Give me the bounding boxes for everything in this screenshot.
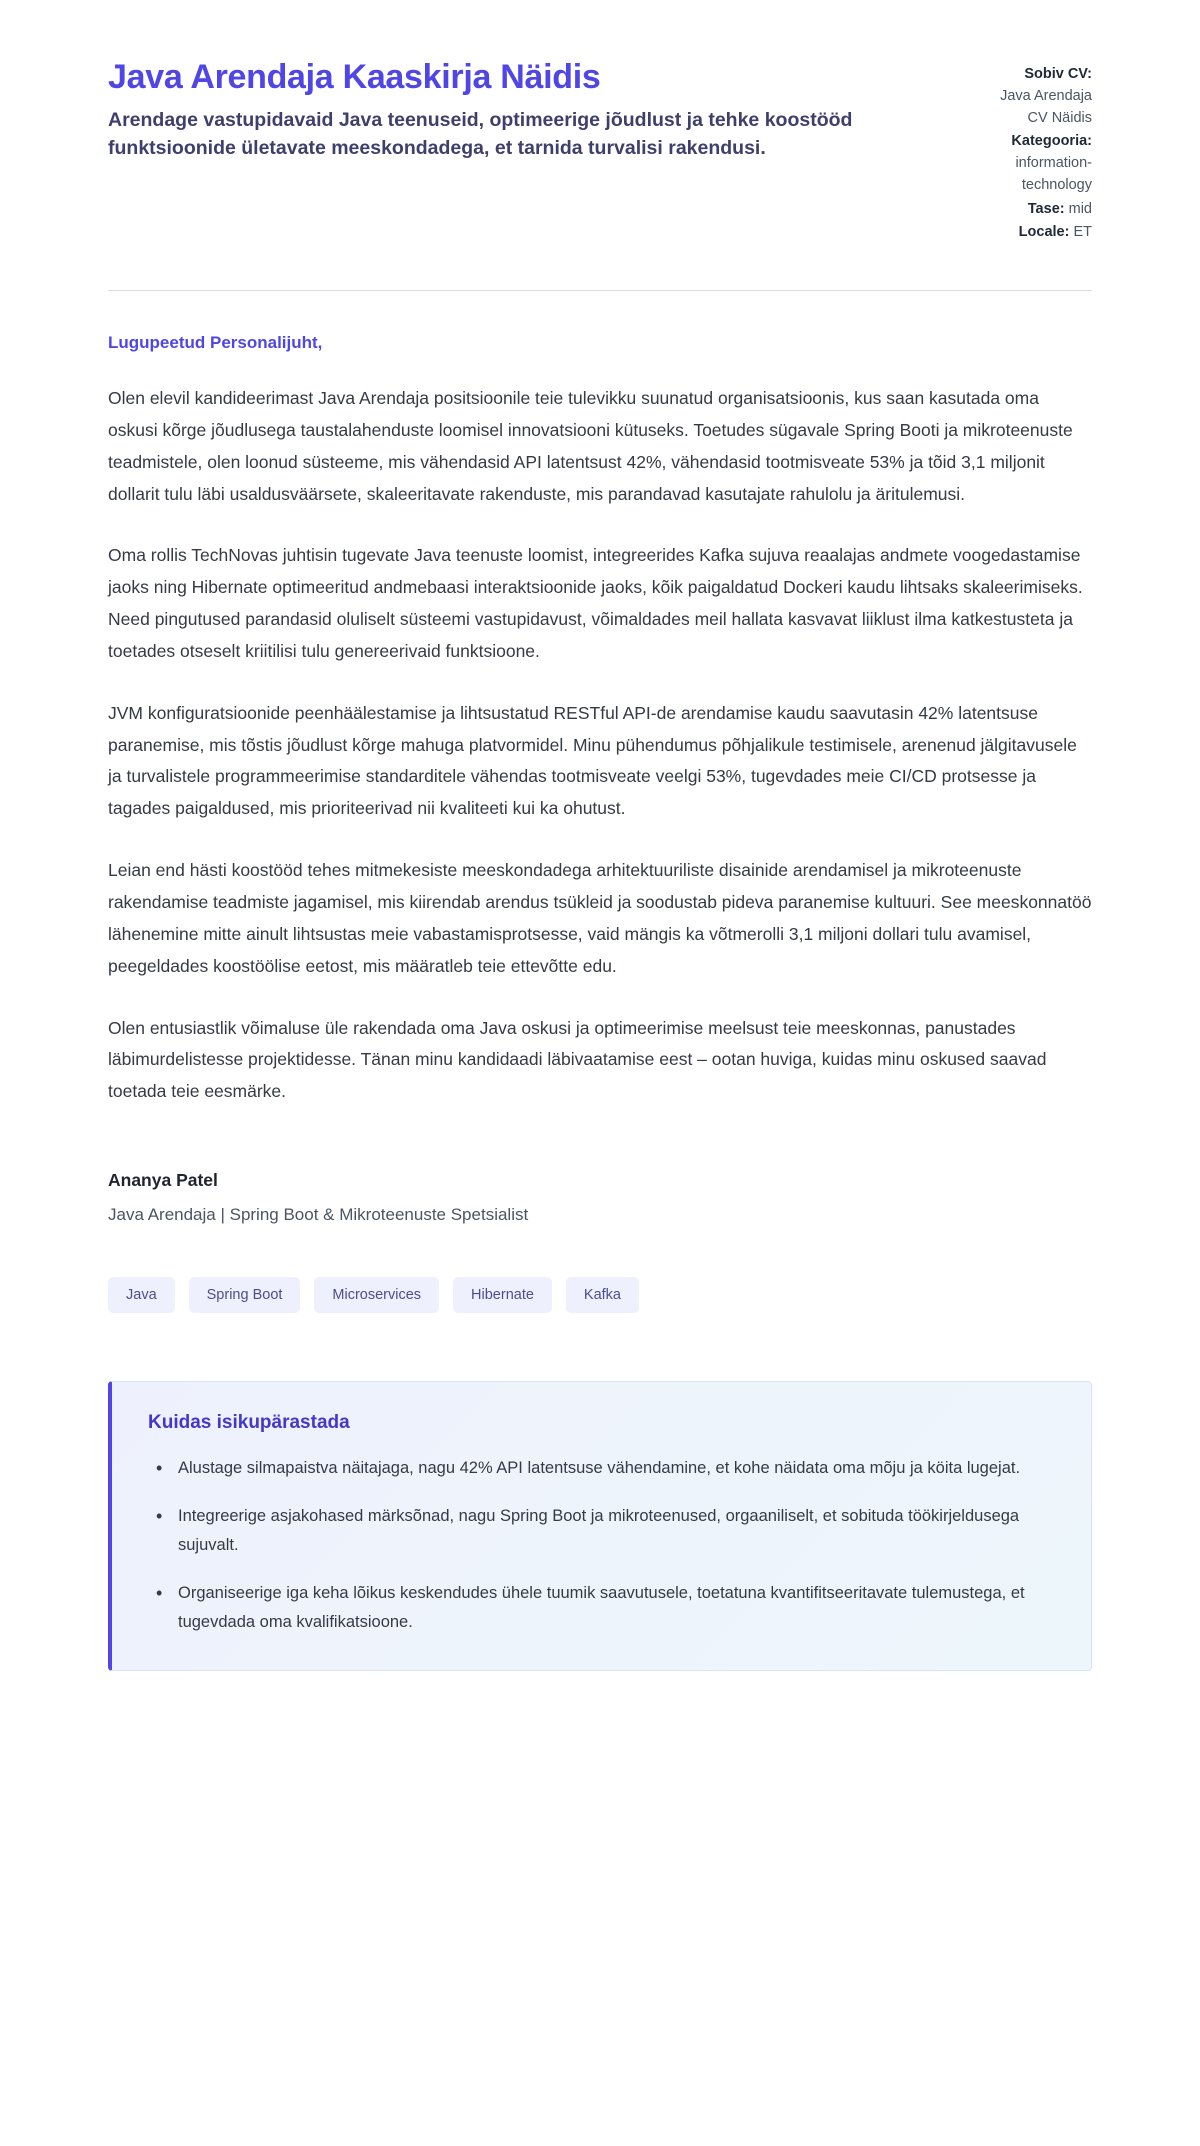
skill-tag-list [108,1277,1092,1313]
meta-fit-value-line2: CV Näidis [1027,109,1092,126]
meta-locale [928,222,1092,244]
list-item: • Alustage silmapaistva näitajaga, nagu 42% API latentsuse vähendamine, et kohe näidata oma mõju ja köita lugejat. [174,1454,1055,1482]
list-item: • Integreerige asjakohased märksõnad, nagu Spring Boot ja mikroteenused, orgaaniliselt, et sobituda töökirjeldusega sujuvalt. [174,1502,1055,1559]
header-text-block [108,58,898,162]
page-subtitle: Arendage vastupidavaid Java teenuseid, optimeerige jõudlust ja tehke koostööd funktsioonide ületavate meeskondadega, et tarnida turvalisi rakendusi. [108,109,853,159]
meta-category-value-line1: information- [1015,155,1092,171]
personalization-tips-panel [108,1381,1092,1671]
signature-name: Ananya Patel [108,1170,218,1191]
document-header [108,58,1092,246]
salutation: Lugupeetud Personalijuht, [108,333,323,352]
meta-locale-value: ET [1073,224,1092,241]
signature-block [108,1170,1092,1225]
meta-fit [928,64,1092,129]
letter-paragraph: Olen elevil kandideerimast Java Arendaja positsioonile teie tulevikku suunatud organisatsioonis, kus saan kasutada oma oskusi kõrge jõudlusega taustalahenduste loomisel innovatsiooni kütuseks. Toetudes sügavale Spring Booti ja mikroteenuste teadmistele, olen loonud süsteeme, mis vähendasid API latentsust 42%, vähendasid tootmisveate 53% ja tõid 3,1 miljonit dollarit tulu läbi usaldusväärsete, skaleeritavate rakenduste, mis parandavad kasutajate rahulolu ja äritulemusi. [108,388,1073,504]
tips-list [148,1454,1055,1636]
skill-tag[interactable]: Microservices [314,1277,439,1313]
meta-level-value: mid [1068,200,1092,217]
letter-paragraph: Oma rollis TechNovas juhtisin tugevate Java teenuste loomist, integreerides Kafka sujuva reaalajas andmete voogedastamise jaoks ning Hibernate optimeeritud andmebaasi interaktsioonide jaoks, kõik paigaldatud Dockeri kaudu lihtsaks skaleerimiseks. Need pingutused parandasid oluliselt süsteemi vastupidavust, võimaldades meil hallata kasvavat liiklust ilma katkestusteta ja toetades otseselt kriitilisi tulu genereerivaid funktsioone. [108,545,1083,661]
meta-level [928,199,1092,221]
list-item: • Organiseerige iga keha lõikus keskendudes ühele tuumik saavutusele, toetatuna kvantifitseeritavate tulemustega, et tugevdada oma kvalifikatsioone. [174,1579,1055,1636]
letter-paragraph: JVM konfiguratsioonide peenhäälestamise ja lihtsustatud RESTful API-de arendamise kaudu saavutasin 42% latentsuse paranemise, mis tõstis jõudlust kõrge mahuga platvormidel. Minu pühendumus põhjalikule testimisele, arenenud jälgitavusele ja turvalistele programmeerimise standarditele vähendas tootmisveate veelgi 53%, tugevdades meie CI/CD protsesse ja tagades paigaldused, mis prioriteerivad nii kvaliteeti kui ka ohutust. [108,702,1077,819]
meta-category-label: Kategooria: [1011,133,1092,150]
meta-category [928,131,1092,196]
skill-tag[interactable]: Kafka [566,1277,639,1313]
skill-tag[interactable]: Java [108,1277,175,1313]
meta-fit-value-line1: Java Arendaja [1000,87,1092,104]
tips-title: Kuidas isikupärastada [148,1412,350,1434]
page-title: Java Arendaja Kaaskirja Näidis [108,58,601,96]
skill-tag[interactable]: Spring Boot [189,1277,301,1313]
meta-level-label: Tase: [1027,200,1065,217]
letter-paragraph: Leian end hästi koostööd tehes mitmekesiste meeskondadega arhitektuuriliste disainide arendamisel ja mikroteenuste rakendamise teadmiste jagamisel, mis kiirendab arendus tsükleid ja soodustab pideva paranemise kultuuri. See meeskonnatöö lähenemine mitte ainult lihtsustas meie vabastamisprotsesse, vaid mängis ka võtmerolli 3,1 miljoni dollari tulu avamisel, peegeldades koostöölise eetost, mis määratleb teie ettevõtte edu. [108,860,1092,976]
document-metadata [928,58,1092,246]
signature-role: Java Arendaja | Spring Boot & Mikroteenuste Spetsialist [108,1205,529,1225]
letter-body [108,291,1092,1108]
letter-paragraph: Olen entusiastlik võimaluse üle rakendada oma Java oskusi ja optimeerimise meelsust teie meeskonnas, panustades läbimurdelistesse projektidesse. Tänan minu kandidaadi läbivaatamise eest – ootan huviga, kuidas minu oskused saavad toetada teie eesmärke. [108,1017,1047,1102]
meta-locale-label: Locale: [1018,224,1070,241]
meta-fit-label: Sobiv CV: [1024,66,1092,82]
skill-tag[interactable]: Hibernate [453,1277,552,1313]
meta-category-value-line2: technology [1021,176,1092,193]
